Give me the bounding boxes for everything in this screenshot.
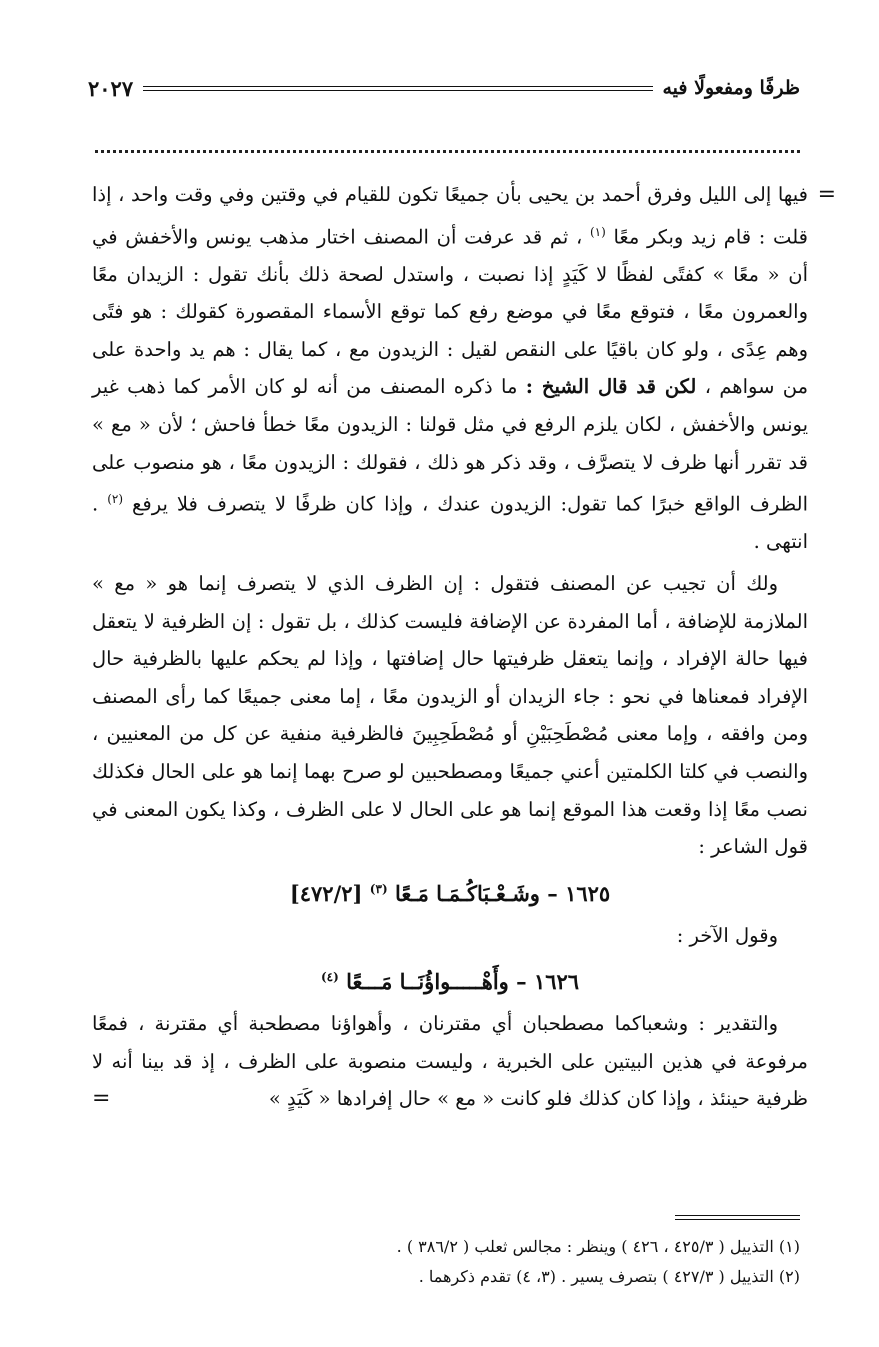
footnote-ref-2: (٢) [107,492,124,507]
footnote-ref-1: (١) [589,224,606,239]
continuation-marker-start: = [817,182,836,207]
main-text [92,176,836,1118]
footnote-1: (١) التذييل ( ٤٢٥/٣ ، ٤٢٦ ) وينظر : مجالس ثعلب ( ٣٨٦/٢ ) . [396,1237,800,1256]
footnote-2: (٢) التذييل ( ٤٢٧/٣ ) بتصرف يسير . (٣، ٤) تقدم ذكرهما . [418,1267,800,1286]
verse-1626-text: ١٦٢٦ – وأَهْـــــواؤُنَــا مَـــعًا [346,969,580,995]
footnotes [240,1232,800,1292]
paragraph-1-text-d: . انتهى . [92,492,808,554]
verse-1625-text: ١٦٢٥ – وشَـعْـبَاكُـمَـا مَـعًا [394,880,611,906]
verse-1625-citation: [٤٧٢/٢] [289,880,363,906]
paragraph-3 [92,1005,808,1118]
running-head [88,70,800,106]
paragraph-1-text-b: ، ثم قد عرفت أن المصنف اختار مذهب يونس والأخفش في أن « معًا » كفتًى لفظًا لا كَيَدٍ إذا نصبت ، واستدل لصحة ذلك بأنك تقول : الزيدان معًا والعمرون معًا ، فتوقع معًا في موضع رفع كما توقع الأسماء المقصورة كقولك : هو فتًى وهم عِدًى ، ولو كان باقيًا على النقص لقيل : الزيدون مع ، كما يقال : هم يد واحدة على من سواهم ، [92,225,809,399]
paragraph-1-text-c: ما ذكره المصنف من أنه لو كان الأمر كما ذهب غير يونس والأخفش ، لكان يلزم الرفع في مثل قولنا : الزيدون معًا خطأ فاحش ؛ لأن « مع » قد تقرر أنها ظرف لا يتصرَّف ، وقد ذكر هو ذلك ، فقولك : الزيدون معًا ، هو منصوب على الظرف الواقع خبرًا كما تقول: الزيدون عندك ، وإذا كان ظرفًا لا يتصرف فلا يرفع [92,375,809,516]
paragraph-1-bold-phrase: لكن قد قال الشيخ : [525,375,697,399]
paragraph-1 [92,176,836,561]
dotted-separator [95,150,800,153]
running-head-rule [143,86,652,91]
paragraph-3-text: والتقدير : وشعباكما مصطحبان أي مقترنان ، وأهواؤنا مصطحبة أي مقترنة ، فمعًا مرفوعة في هذين البيتين على الخبرية ، وليست منصوبة على الظرف ، إذ قد بينا أنه لا ظرفية حينئذ ، وإذا كان كذلك فلو كانت « مع » حال إفرادها « كَيَدٍ » [92,1012,808,1111]
footnote-ref-3: (٣) [369,881,388,896]
footnote-separator [675,1215,800,1220]
verse-1626 [92,954,808,1005]
verse-1625 [92,866,808,917]
page-number: ٢٠٢٧ [88,75,134,101]
paragraph-2: ولك أن تجيب عن المصنف فتقول : إن الظرف الذي لا يتصرف إنما هو « مع » الملازمة للإضافة ، أما المفردة عن الإضافة فليست كذلك ، بل تقول : إن الظرفية لا يتعقل فيها حالة الإفراد ، وإنما يتعقل ظرفيتها حال إضافتها ، وإذا لم يحكم عليها بالظرفية حال الإفراد فمعناها في نحو : جاء الزيدان أو الزيدون معًا ، إما معنى جميعًا كما رأى المصنف ومن وافقه ، وإما معنى مُصْطَحِبَيْنِ أو مُصْطَحِبِينَ فالظرفية منفية عن كل من المعنيين ، والنصب في كلتا الكلمتين أعني جميعًا ومصطحبين لو صرح بهما إنما هو على الحال فكذلك نصب معًا إذا وقعت هذا الموقع إنما هو على الحال لا على الظرف ، وكذا يكون المعنى في قول الشاعر : [92,571,808,859]
paragraph-1-text-a: فيها إلى الليل وفرق أحمد بن يحيى بأن جميعًا تكون للقيام في وقتين وفي وقت واحد ، إذا قلت : قام زيد وبكر معًا [92,183,808,249]
continuation-marker-end: = [92,1086,111,1112]
footnote-ref-4: (٤) [320,970,339,985]
quote-intro: وقول الآخر : [676,923,778,947]
running-head-title: ظرفًا ومفعولًا فيه [662,77,800,99]
